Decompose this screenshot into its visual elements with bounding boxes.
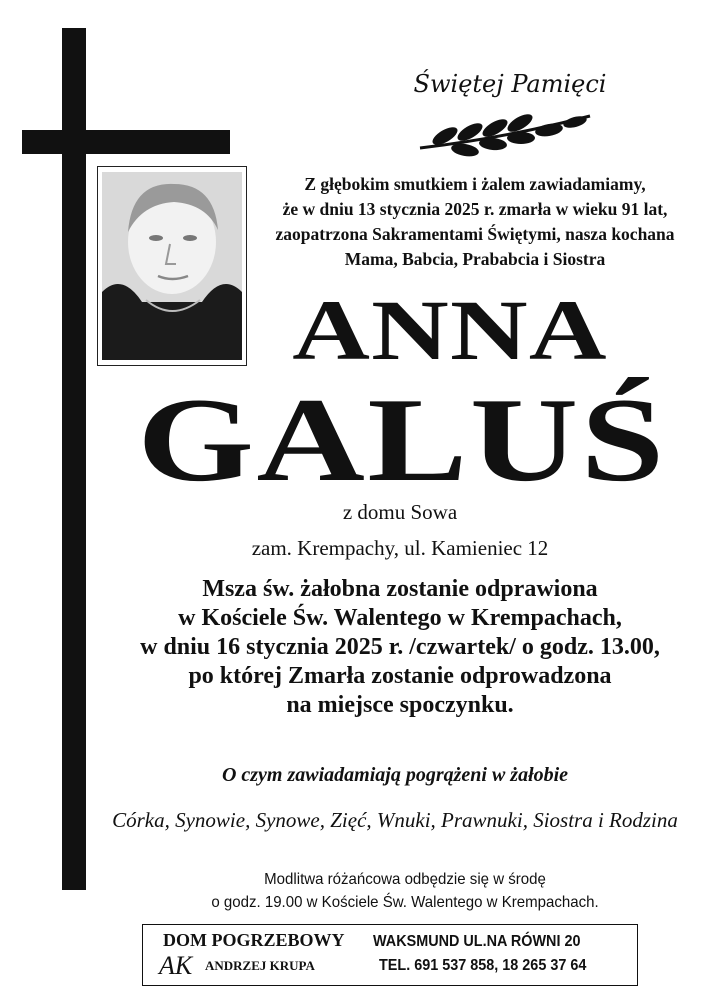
mass-line: na miejsce spoczynku. <box>286 692 514 718</box>
mourners-family: Córka, Synowie, Synowe, Zięć, Wnuki, Prawnuki, Siostra i Rodzina <box>112 808 678 832</box>
funeral-home-logo: AK <box>159 951 193 980</box>
funeral-home-address: WAKSMUND UL.NA RÓWNI 20 <box>373 933 581 950</box>
funeral-home-owner: ANDRZEJ KRUPA <box>205 958 315 973</box>
deceased-first-name: ANNA <box>292 282 608 378</box>
intro-line: Z głębokim smutkiem i żalem zawiadamiamy, <box>304 174 646 194</box>
mass-line: w Kościele Św. Walentego w Krempachach, <box>178 605 622 631</box>
funeral-home-phone: TEL. 691 537 858, 18 265 37 64 <box>379 957 587 974</box>
maiden-name: z domu Sowa <box>342 500 458 524</box>
mass-announcement <box>90 575 705 720</box>
intro-line: zaopatrzona Sakramentami Świętymi, nasza kochana <box>275 224 675 244</box>
mourners-intro: O czym zawiadamiają pogrążeni w żałobie <box>221 764 569 786</box>
intro-line: Mama, Babcia, Prababcia i Siostra <box>344 249 606 269</box>
announcement-intro <box>240 172 705 272</box>
funeral-home-box <box>142 924 638 986</box>
residence-address: zam. Krempachy, ul. Kamieniec 12 <box>251 536 549 560</box>
laurel-branch-icon <box>415 108 595 158</box>
mass-line: w dniu 16 stycznia 2025 r. /czwartek/ o godz. 13.00, <box>140 634 660 660</box>
rosary-line: o godz. 19.00 w Kościele Św. Walentego w Krempachach. <box>211 894 599 911</box>
rosary-line: Modlitwa różańcowa odbędzie się w środę <box>264 871 546 888</box>
rosary-info <box>156 868 654 914</box>
deceased-last-name: GALUŚ <box>137 373 667 506</box>
mass-line: po której Zmarła zostanie odprowadzona <box>188 663 612 689</box>
funeral-home-title: DOM POGRZEBOWY <box>163 930 345 950</box>
mass-line: Msza św. żałobna zostanie odprawiona <box>202 576 598 602</box>
header-memory: Świętej Pamięci <box>413 70 607 98</box>
intro-line: że w dniu 13 stycznia 2025 r. zmarła w wieku 91 lat, <box>282 199 668 219</box>
cross-horizontal-bar <box>22 130 230 154</box>
